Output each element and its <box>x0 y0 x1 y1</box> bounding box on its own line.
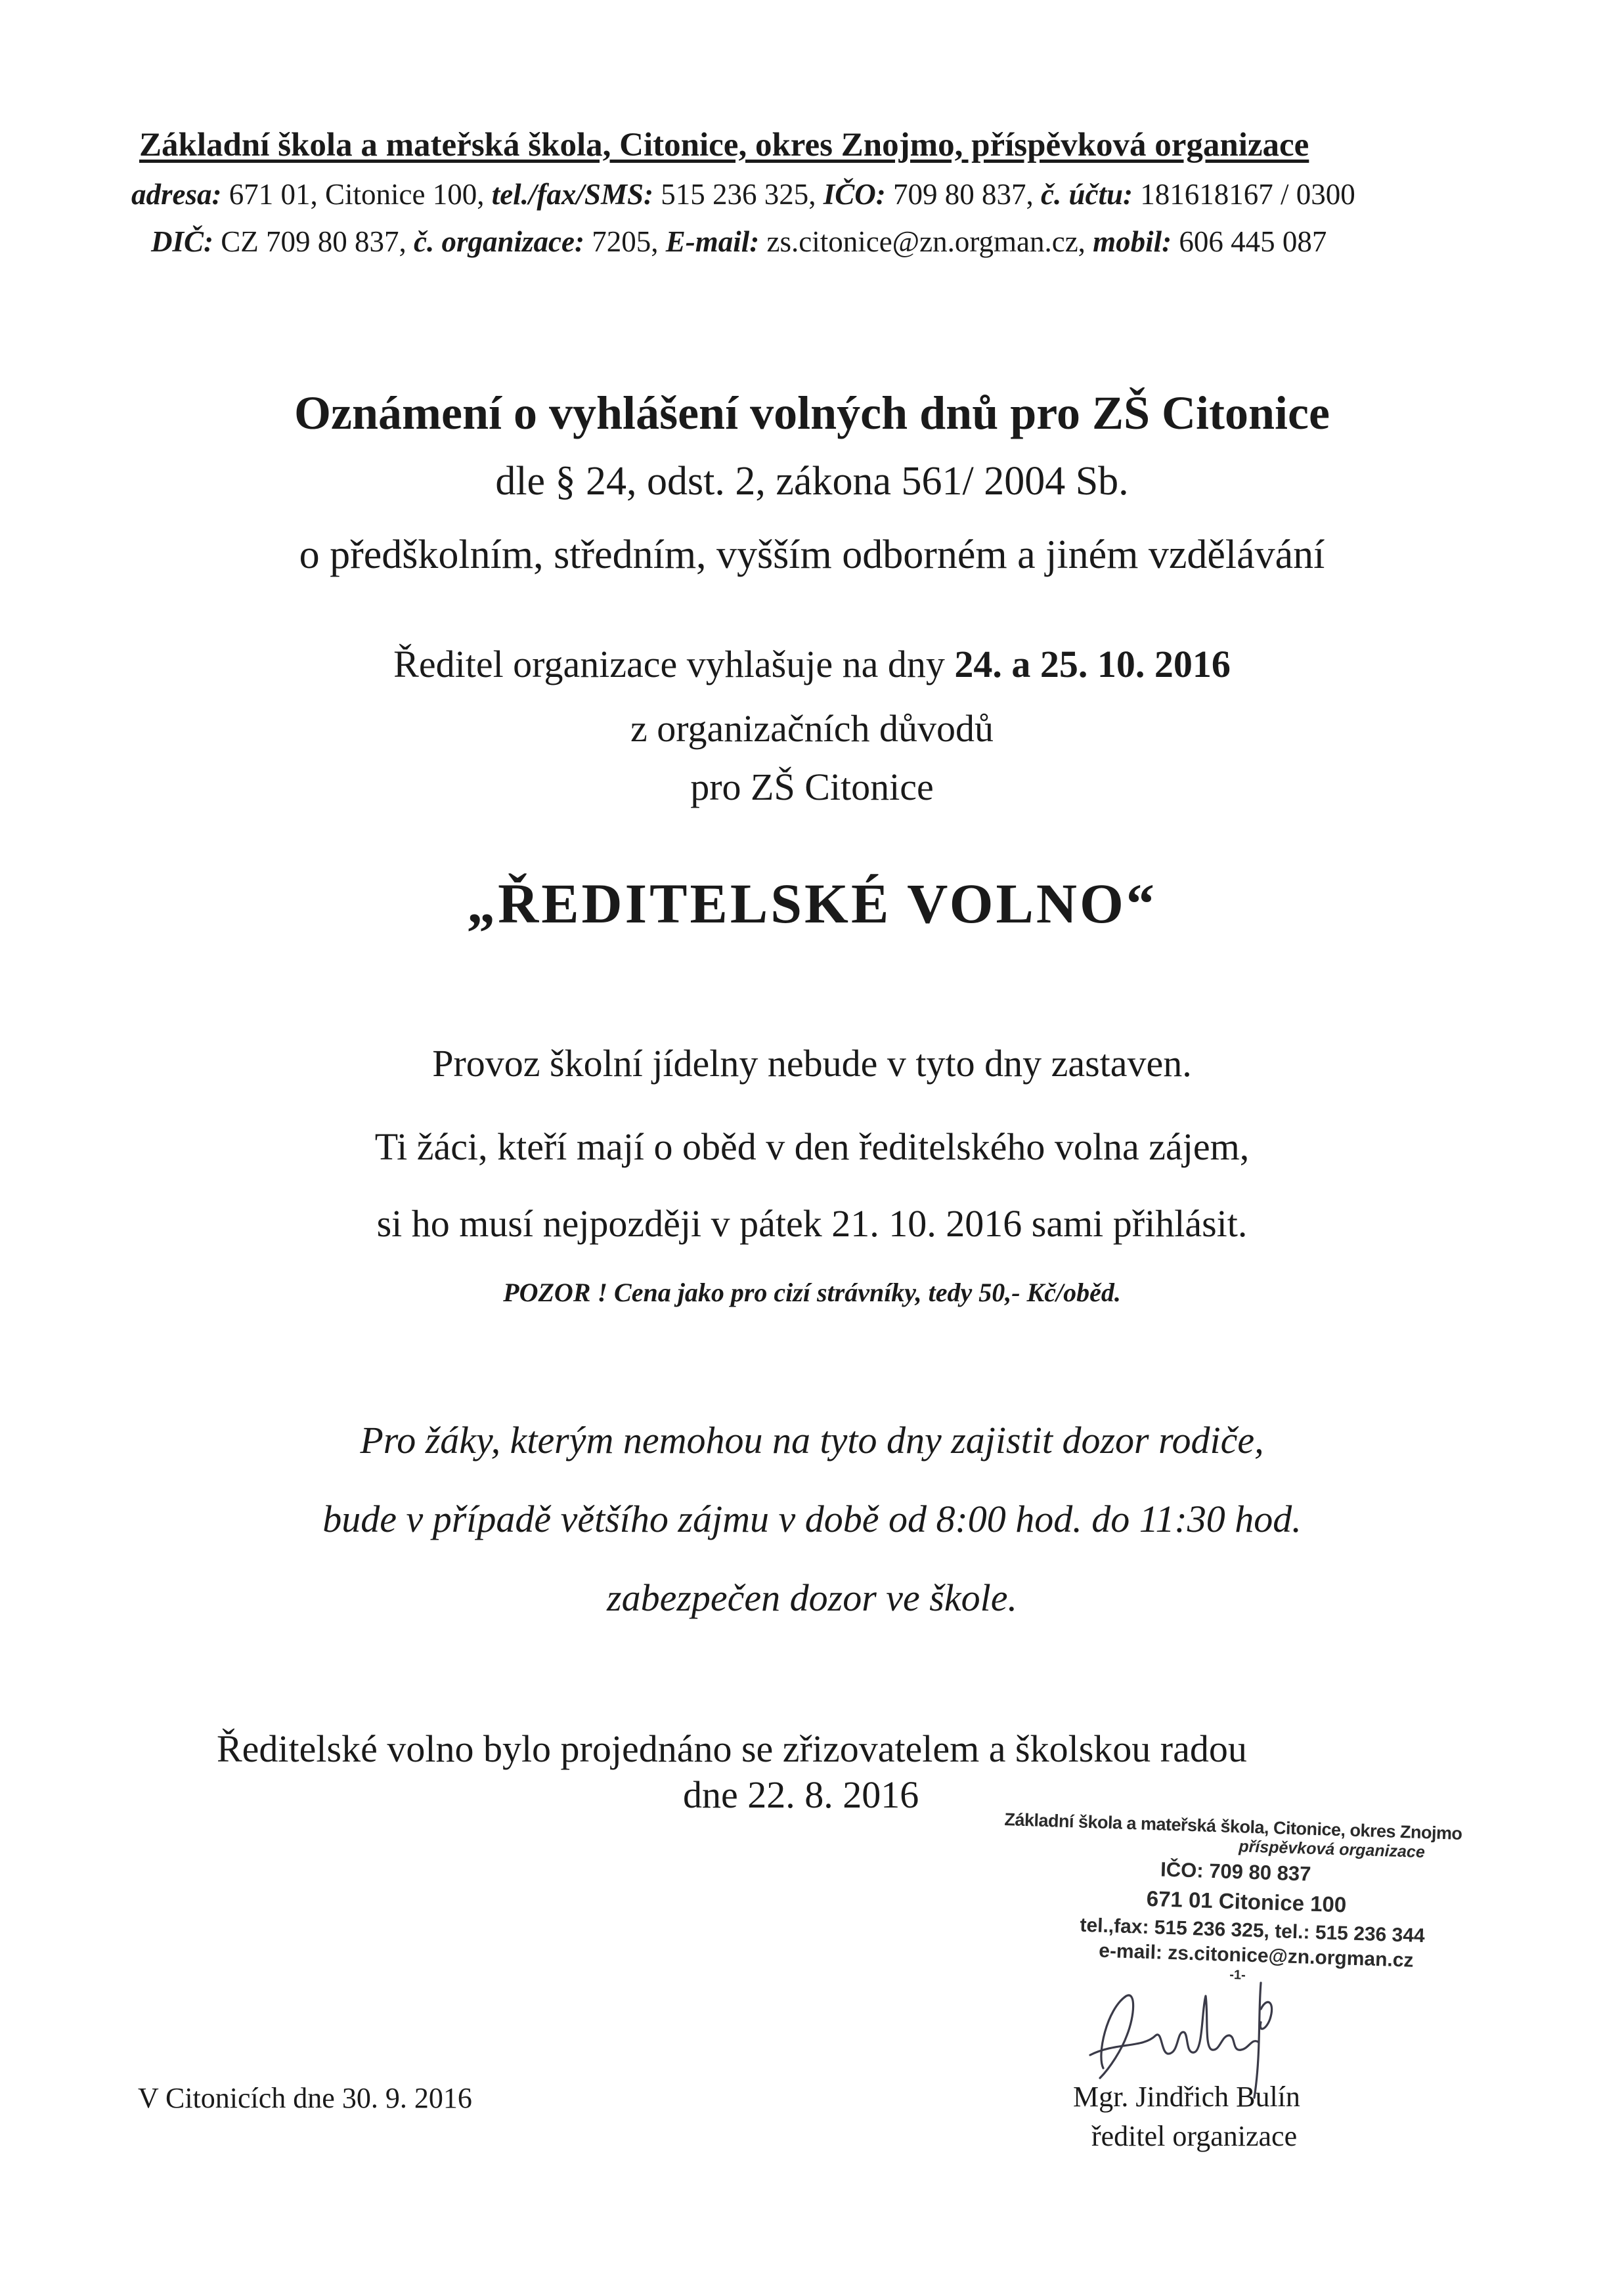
ico-value: 709 80 837, <box>893 178 1034 211</box>
tel-value: 515 236 325, <box>661 178 816 211</box>
mobile-label: mobil: <box>1093 225 1172 258</box>
stamp-line-7: -1- <box>1229 1967 1246 1983</box>
approval-date: dne 22. 8. 2016 <box>683 1773 919 1816</box>
law-reference: dle § 24, odst. 2, zákona 561/ 2004 Sb. <box>495 459 1129 504</box>
stamp-line-1: Základní škola a mateřská škola, Citonice, okres Znojmo <box>1004 1809 1462 1844</box>
mobile-value: 606 445 087 <box>1179 225 1327 258</box>
law-title: o předškolním, středním, vyšším odborném a jiném vzdělávání <box>299 532 1325 577</box>
dic-value: CZ 709 80 837, <box>221 225 406 258</box>
place-and-date: V Citonicích dne 30. 9. 2016 <box>138 2082 472 2114</box>
declaration-dates: 24. a 25. 10. 2016 <box>954 643 1231 685</box>
email-value: zs.citonice@zn.orgman.cz, <box>766 225 1086 258</box>
declaration-school: pro ZŠ Citonice <box>690 766 934 808</box>
canteen-line-1: Provoz školní jídelny nebude v tyto dny zastaven. <box>432 1042 1192 1085</box>
header-contact-line-2 <box>151 225 1327 259</box>
tel-label: tel./fax/SMS: <box>491 178 653 211</box>
stamp-line-5: tel.,fax: 515 236 325, tel.: 515 236 344 <box>1080 1914 1426 1947</box>
volno-title: „ŘEDITELSKÉ VOLNO“ <box>467 872 1157 935</box>
stamp-line-2: příspěvková organizace <box>1238 1837 1426 1862</box>
supervision-line-2: bude v případě většího zájmu v době od 8:00 hod. do 11:30 hod. <box>322 1498 1302 1540</box>
stamp-line-6: e-mail: zs.citonice@zn.orgman.cz <box>1098 1939 1414 1972</box>
email-label: E-mail: <box>665 225 760 258</box>
declaration-reason: z organizačních důvodů <box>630 707 994 750</box>
account-label: č. účtu: <box>1041 178 1133 211</box>
declaration-text: Ředitel organizace vyhlašuje na dny <box>393 643 955 685</box>
org-number-value: 7205, <box>592 225 659 258</box>
notice-heading: Oznámení o vyhlášení volných dnů pro ZŠ Citonice <box>294 387 1330 439</box>
stamp-line-3: IČO: 709 80 837 <box>1160 1857 1311 1886</box>
price-warning: POZOR ! Cena jako pro cizí strávníky, tedy 50,- Kč/oběd. <box>503 1278 1121 1307</box>
school-stamp <box>999 1809 1462 1990</box>
signer-role: ředitel organizace <box>1091 2120 1298 2152</box>
signer-name: Mgr. Jindřich Bulín <box>1073 2081 1300 2113</box>
account-value: 181618167 / 0300 <box>1140 178 1355 211</box>
address-value: 671 01, Citonice 100, <box>229 178 485 211</box>
school-header-title: Základní škola a mateřská škola, Citonice, okres Znojmo, příspěvková organizace <box>139 127 1309 163</box>
address-label: adresa: <box>131 178 222 211</box>
supervision-line-3: zabezpečen dozor ve škole. <box>607 1576 1017 1619</box>
header-contact-line-1 <box>131 177 1355 211</box>
ico-label: IČO: <box>823 178 886 211</box>
stamp-line-4: 671 01 Citonice 100 <box>1146 1886 1347 1917</box>
canteen-line-2: Ti žáci, kteří mají o oběd v den ředitelského volna zájem, <box>374 1125 1250 1168</box>
declaration-line <box>0 642 1624 686</box>
approval-line-1: Ředitelské volno bylo projednáno se zřizovatelem a školskou radou <box>217 1727 1247 1770</box>
dic-label: DIČ: <box>151 225 214 258</box>
canteen-line-3: si ho musí nejpozději v pátek 21. 10. 2016 sami přihlásit. <box>376 1202 1248 1245</box>
org-number-label: č. organizace: <box>414 225 584 258</box>
supervision-line-1: Pro žáky, kterým nemohou na tyto dny zajistit dozor rodiče, <box>360 1419 1264 1462</box>
